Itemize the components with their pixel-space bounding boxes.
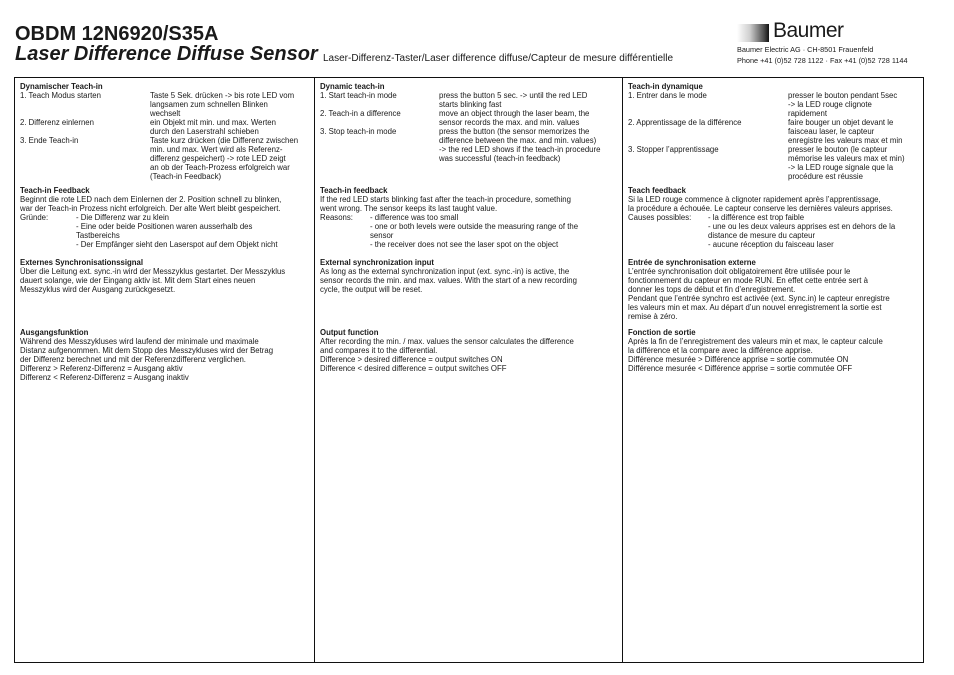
feedback-section (628, 186, 920, 249)
column-divider-1 (314, 77, 315, 663)
teach-step-label: 2. Differenz einlernen (20, 118, 94, 127)
feedback-reason: - difference was too small (370, 213, 459, 222)
output-title: Fonction de sortie (628, 328, 696, 337)
feedback-section (20, 186, 310, 249)
teach-step-label: 2. Apprentissage de la différence (628, 118, 742, 127)
feedback-reason-row (320, 240, 618, 249)
company-info (737, 45, 908, 66)
reasons-spacer (20, 240, 76, 249)
teach-step-row (320, 91, 618, 109)
teach-step-label: 3. Stop teach-in mode (320, 127, 397, 136)
teach-step-label: 1. Start teach-in mode (320, 91, 397, 100)
teach-title: Dynamischer Teach-in (20, 82, 103, 91)
logo-text: Baumer (773, 19, 844, 42)
feedback-reason: - une ou les deux valeurs apprises est en dehors de la distance de mesure du capteur (708, 222, 896, 240)
reasons-spacer (628, 222, 708, 240)
teach-step-label: 1. Teach Modus starten (20, 91, 101, 100)
teach-step-row (320, 109, 618, 127)
output-text: After recording the min. / max. values the sensor calculates the difference and compares it to the differential. Difference > desired difference = output switches ON Difference < desired difference = output switches OFF (320, 337, 574, 373)
output-section (20, 328, 310, 382)
teach-section (320, 82, 618, 163)
reasons-spacer (20, 222, 76, 240)
feedback-title: Teach feedback (628, 186, 686, 195)
teach-step-row (20, 91, 310, 118)
teach-step-text: presser le bouton (le capteur mémorise les valeurs max et min) -> la LED rouge signale que la procédure est réussie (788, 145, 905, 181)
teach-title: Teach-in dynamique (628, 82, 703, 91)
teach-step-text: press the button 5 sec. -> until the red LED starts blinking fast (439, 91, 588, 109)
output-title: Ausgangsfunktion (20, 328, 89, 337)
sync-title: External synchronization input (320, 258, 434, 267)
reasons-label: Reasons: (320, 213, 353, 222)
teach-step-text: presser le bouton pendant 5sec -> la LED rouge clignote rapidement (788, 91, 898, 118)
feedback-reason: - Eine oder beide Positionen waren ausserhalb des Tastbereichs (76, 222, 253, 240)
sync-text: L’entrée synchronisation doit obligatoirement être utilisée pour le fonctionnement du capteur en mode RUN. En effet cette entrée sert à donner les tops de début et fin d’enregistrement. Pendant que l’entrée synchro est activée (ext. Sync.in) le capteur enregistre les valeurs min et max. Au départ d’un nouvel enregistrement la sortie est remise à zéro. (628, 267, 890, 321)
teach-step-row (628, 91, 920, 118)
teach-step-text: Taste kurz drücken (die Differenz zwischen min. und max. Wert wird als Referenz- differenz gespeichert) -> rote LED zeigt an ob der Teach-Prozess erfolgreich war (Teach-in Feedback) (150, 136, 299, 181)
output-text: Während des Messzykluses wird laufend der minimale und maximale Distanz aufgenommen. Mit dem Stopp des Messzykluses wird der Betrag der Differenz berechnet und mit der Referenzdifferenz verglichen. Differenz > Referenz-Differenz = Ausgang aktiv Differenz < Referenz-Differenz = Ausgang inaktiv (20, 337, 274, 382)
teach-step-row (628, 118, 920, 145)
teach-step-text: press the button (the sensor memorizes the difference between the max. and min. values) -> the red LED shows if the teach-in procedure was successful (teach-in feedback) (439, 127, 601, 163)
feedback-reason-row (20, 213, 310, 222)
feedback-reason: - the receiver does not see the laser spot on the object (370, 240, 559, 249)
teach-step-label: 2. Teach-in a difference (320, 109, 401, 118)
teach-step-row (20, 118, 310, 136)
teach-section (20, 82, 310, 181)
teach-step-text: ein Objekt mit min. und max. Werten durch den Laserstrahl schieben (150, 118, 276, 136)
reasons-spacer (628, 240, 708, 249)
feedback-reason-row (628, 213, 920, 222)
feedback-reason-row (20, 222, 310, 240)
feedback-reason: - Die Differenz war zu klein (76, 213, 170, 222)
teach-step-row (20, 136, 310, 181)
teach-title: Dynamic teach-in (320, 82, 385, 91)
feedback-title: Teach-in feedback (320, 186, 388, 195)
logo-gradient-bar (737, 24, 769, 42)
sync-section (628, 258, 920, 321)
teach-step-row (320, 127, 618, 163)
sync-text: As long as the external synchronization input (ext. sync.-in) is active, the sensor records the min. and max. values. With the start of a new recording cycle, the output will be reset. (320, 267, 577, 294)
reasons-spacer (320, 222, 370, 240)
sync-text: Über die Leitung ext. sync.-in wird der Messzyklus gestartet. Der Messzyklus dauert solange, wie der Eingang aktiv ist. Mit dem Start eines neuen Messzyklus wird der Ausgang zurückgesetzt. (20, 267, 286, 294)
reasons-label: Gründe: (20, 213, 49, 222)
feedback-text: If the red LED starts blinking fast after the teach-in procedure, something went wrong. The sensor keeps its last taught value. (320, 195, 571, 213)
teach-step-label: 3. Ende Teach-in (20, 136, 79, 145)
teach-section (628, 82, 920, 181)
feedback-reason-row (320, 213, 618, 222)
feedback-reason: - la différence est trop faible (708, 213, 805, 222)
feedback-reason: - aucune réception du faisceau laser (708, 240, 834, 249)
feedback-reason-row (320, 222, 618, 240)
feedback-text: Beginnt die rote LED nach dem Einlernen der 2. Position schnell zu blinken, war der Teach-in Prozess nicht erfolgreich. Der alte Wert bleibt gespeichert. (20, 195, 282, 213)
feedback-reason: - one or both levels were outside the measuring range of the sensor (370, 222, 579, 240)
output-title: Output function (320, 328, 379, 337)
sync-title: Externes Synchronisationssignal (20, 258, 144, 267)
product-code: OBDM 12N6920/S35A (15, 23, 219, 45)
teach-step-label: 3. Stopper l’apprentissage (628, 145, 719, 154)
reasons-label: Causes possibles: (628, 213, 692, 222)
teach-step-text: move an object through the laser beam, the sensor records the max. and min. values (439, 109, 590, 127)
feedback-reason-row (628, 240, 920, 249)
output-section (320, 328, 618, 373)
teach-step-label: 1. Entrer dans le mode (628, 91, 707, 100)
feedback-title: Teach-in Feedback (20, 186, 90, 195)
sync-title: Entrée de synchronisation externe (628, 258, 756, 267)
teach-step-text: faire bouger un objet devant le faisceau laser, le capteur enregistre les valeurs max et min (788, 118, 903, 145)
sync-section (20, 258, 310, 294)
output-text: Après la fin de l’enregistrement des valeurs min et max, le capteur calcule la différence et la compare avec la différence apprise. Différence mesurée > Différence apprise = sortie commutée ON Différence mesurée < Différence apprise = sortie commutée OFF (628, 337, 883, 373)
product-title: Laser Difference Diffuse Sensor (15, 43, 318, 65)
teach-step-text: Taste 5 Sek. drücken -> bis rote LED vom langsamen zum schnellen Blinken wechselt (150, 91, 295, 118)
company-address: Baumer Electric AG · CH-8501 Frauenfeld (737, 45, 874, 54)
feedback-text: Si la LED rouge commence à clignoter rapidement après l’apprentissage, la procédure a échouée. Le capteur conserve les dernières valeurs apprises. (628, 195, 893, 213)
output-section (628, 328, 920, 373)
feedback-reason-row (628, 222, 920, 240)
baumer-logo (737, 19, 872, 44)
product-subtitle: Laser-Differenz-Taster/Laser difference diffuse/Capteur de mesure différentielle (323, 53, 674, 64)
feedback-reason: - Der Empfänger sieht den Laserspot auf dem Objekt nicht (76, 240, 278, 249)
sync-section (320, 258, 618, 294)
feedback-section (320, 186, 618, 249)
feedback-reason-row (20, 240, 310, 249)
company-contact: Phone +41 (0)52 728 1122 · Fax +41 (0)52 728 1144 (737, 55, 908, 65)
teach-step-row (628, 145, 920, 181)
reasons-spacer (320, 240, 370, 249)
column-divider-2 (622, 77, 623, 663)
